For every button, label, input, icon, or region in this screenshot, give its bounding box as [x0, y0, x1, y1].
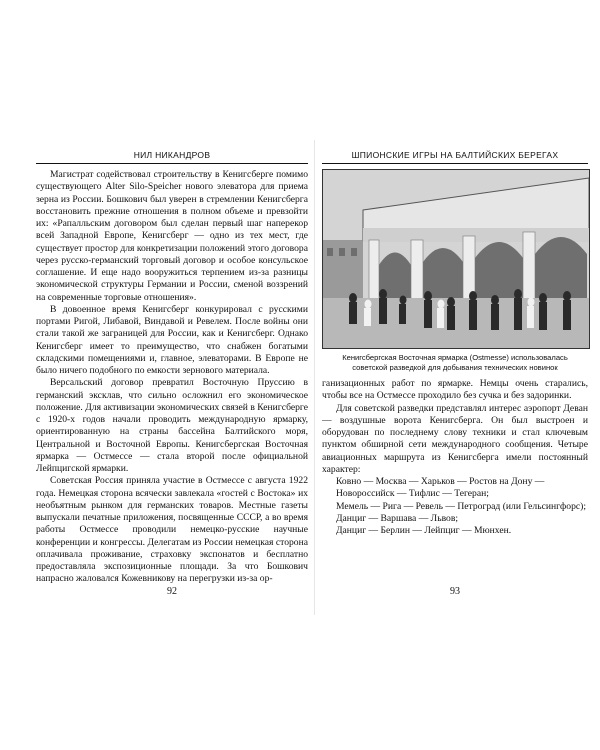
left-paragraph-4: Советская Россия приняла участие в Остмессе с августа 1922 года. Немецкая сторона всячески завлекала «гостей с Востока» их необъятным рынком для германских товаров. Местные газеты выпускали печатные приложения, посвященные СССР, а во время работы Остмессе проводили немецко-русские научные конференции и конгрессы. Делегатам из России немецкая сторона оплачивала проживание, страховку экспонатов и бесплатно предоставляла экспозиционные площади. За что Бошкович напрасно жаловался Кожевникову на перегрузки из-за ор-	[36, 475, 308, 585]
right-running-header: ШПИОНСКИЕ ИГРЫ НА БАЛТИЙСКИХ БЕРЕГАХ	[322, 150, 588, 164]
left-paragraph-1: Магистрат содействовал строительству в Кенигсберге помимо существующего Alter Silo-Speicher нового элеватора для приема зерна из России. Бошкович был уверен в стремлении Кенигсберга восстановить прежние отношения в полном объеме и превзойти их: «Рапалльским договором был сделан первый шаг наперекор всей Западной Европе, Кенигсберг — одно из тех мест, где существует простор для конкретизации положений этого договора через русско-германский торговый договор и особое консульское соглашение. И еще надо вооружиться терпением из-за разницы экономической структуры Германии и России, сменой воззрений на современные торговые отношения».	[36, 169, 308, 303]
spread-gutter	[314, 140, 315, 615]
left-body-text	[36, 169, 308, 586]
photo-caption: Кенигсбергская Восточная ярмарка (Ostmesse) использовалась советской разведкой для добывания технических новинок	[342, 353, 568, 372]
route-item: Ковно — Москва — Харьков — Ростов на Дону — Новороссийск — Тифлис — Тегеран;	[336, 476, 545, 500]
left-page	[36, 150, 308, 586]
ostmesse-photo	[322, 169, 590, 349]
right-page-number: 93	[450, 586, 460, 597]
left-paragraph-2: В довоенное время Кенигсберг конкурировал с русскими портами Ригой, Либавой, Виндавой и Ревелем. После войны они стали такой же заграницей для России, как и Кенигсберг. Однако Кенигсберг имеет то преимущество, что снабжен богатыми складскими помещениями и, главное, элеваторами. В Европе не было ничего подобного по емкости зернового материала.	[36, 303, 308, 376]
left-page-number: 92	[167, 586, 177, 597]
right-paragraph-2: Для советской разведки представлял интерес аэропорт Деван — воздушные ворота Кенигсберга. Он был выстроен и оборудован по последнему слову техники и стал ключевым пунктом обширной сети международного сообщения. Четыре авиационных маршрута из Кенигсберга имели постоянный характер:	[322, 402, 588, 475]
route-item: Данциг — Берлин — Лейпциг — Мюнхен.	[336, 525, 512, 536]
right-paragraph-1: ганизационных работ по ярмарке. Немцы очень старались, чтобы все на Остмессе проходило без сучка и без задоринки.	[322, 378, 588, 402]
route-item: Мемель — Рига — Ревель — Петроград (или Гельсингфорс);	[336, 500, 586, 512]
left-running-header: НИЛ НИКАНДРОВ	[36, 150, 308, 164]
route-item: Данциг — Варшава — Львов;	[336, 512, 459, 524]
right-body-text	[322, 378, 588, 537]
left-paragraph-3: Версальский договор превратил Восточную Пруссию в германский эксклав, что сильно осложнил его экономическое положение. Для активизации экономических связей в Кенигсберге с 1920-х годов начали проводить международную ярмарку, ориентированную на страны бассейна Балтийского моря, Центральной и Восточной Европы. Кенигсбергская Восточная ярмарка — Остмессе — стала второй после официальной Лейпцигской ярмарки.	[36, 377, 308, 474]
right-page	[322, 150, 588, 537]
